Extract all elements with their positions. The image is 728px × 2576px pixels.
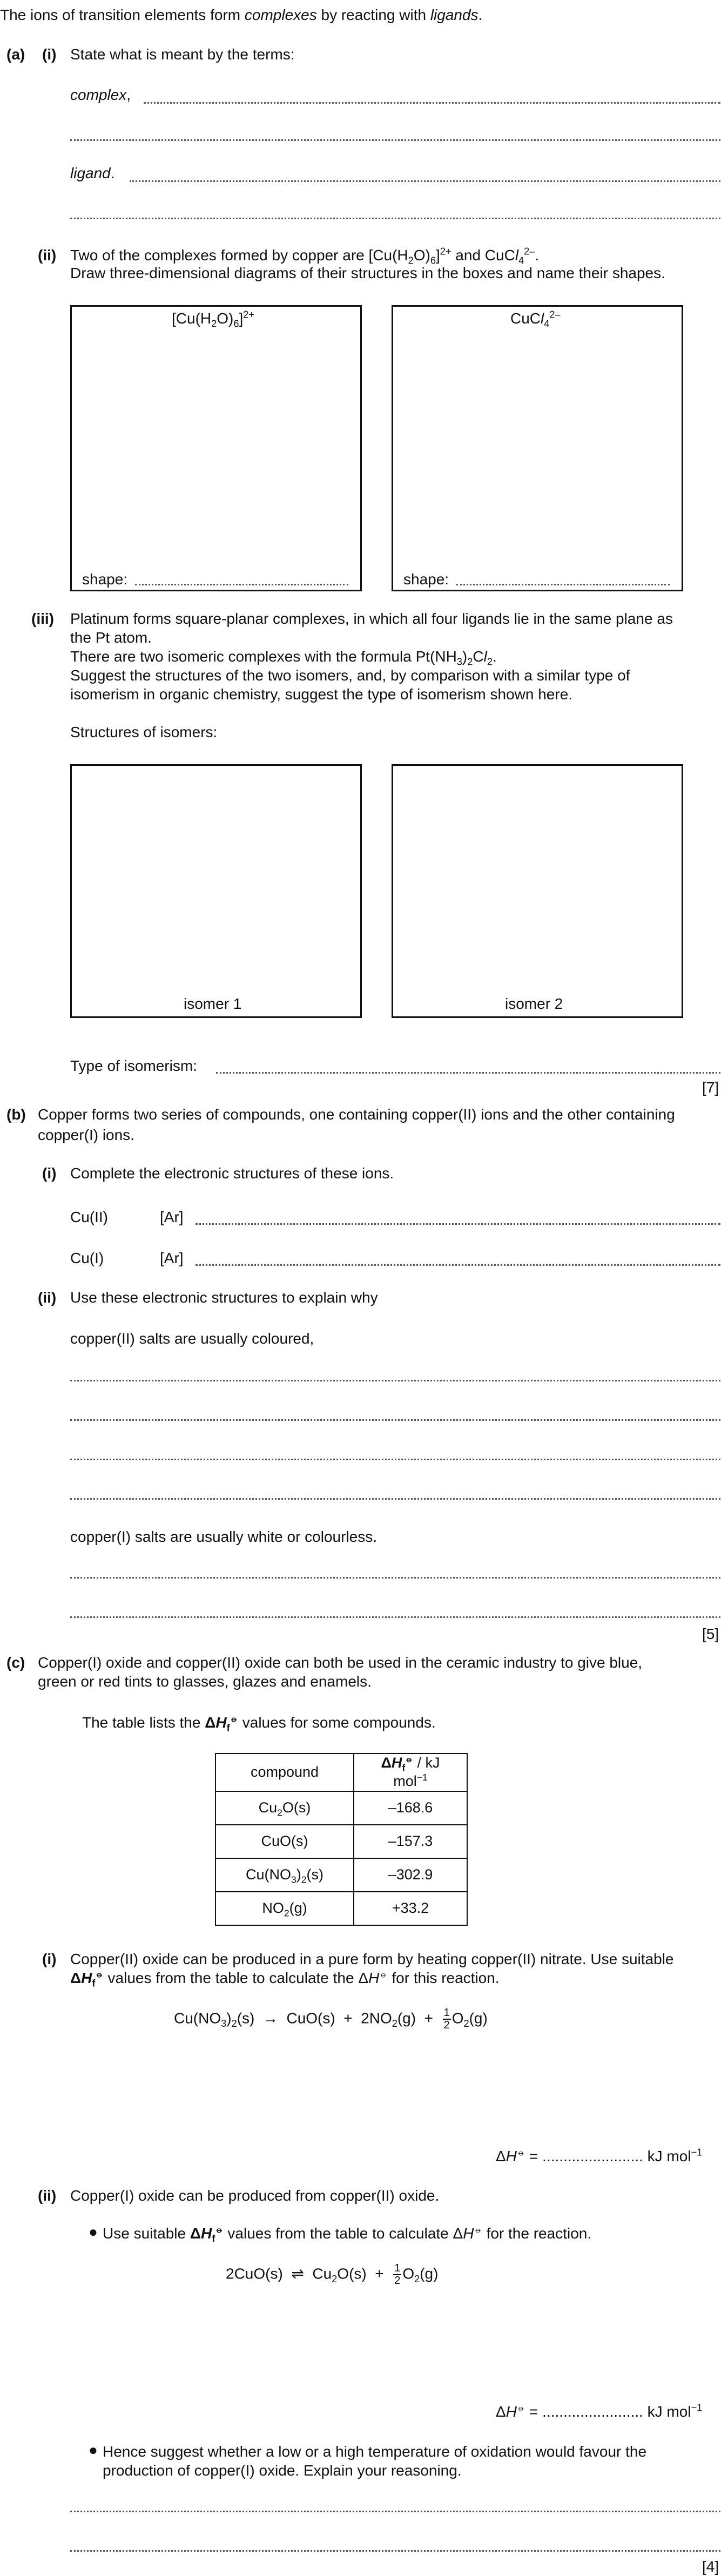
isomer-1-label: isomer 1 xyxy=(184,995,242,1012)
part-c-i-p2: $\Delta H_f^⦵$ values from the table to calculate the ΔH⦵ for this reaction. xyxy=(70,1968,500,1989)
electron-config-line[interactable] xyxy=(196,1264,720,1266)
part-a-ii-label: (ii) xyxy=(38,247,57,264)
part-b-ii-prompt: Use these electronic structures to explain why xyxy=(70,1289,378,1306)
part-b-p1: Copper forms two series of compounds, one containing copper(II) ions and the other containing xyxy=(38,1106,675,1123)
table-cell-compound: $Cu(NO_3)_2(s)$ xyxy=(215,1858,354,1892)
marks-c: [4] xyxy=(702,2558,719,2575)
isomer-2-label: isomer 2 xyxy=(505,995,563,1012)
drawing-box-isomer-2[interactable] xyxy=(392,764,683,1018)
part-c-ii-prompt: Copper(I) oxide can be produced from copper(II) oxide. xyxy=(70,2187,440,2204)
ion-cu-i-core: [Ar] xyxy=(160,1250,184,1266)
part-a-i-label: (i) xyxy=(42,46,57,63)
drawing-box-isomer-1[interactable] xyxy=(70,764,362,1018)
box1-title: $[Cu(H_2O)_6]^{2+}$ xyxy=(172,309,255,329)
equation-nitrate-decomposition: $Cu(NO_3)_2(s) \to CuO(s) + 2NO_2(g)$ + $\frac{1}{2}$ $O_2(g)$ xyxy=(174,2007,488,2031)
part-a-ii-line2: Draw three-dimensional diagrams of their structures in the boxes and name their shapes. xyxy=(70,265,665,281)
answer-line[interactable] xyxy=(70,1577,720,1579)
ion-cu-i-label: Cu(I) xyxy=(70,1250,104,1266)
ion-cu-ii-label: Cu(II) xyxy=(70,1209,108,1225)
bullet-2-line-a: Hence suggest whether a low or a high temperature of oxidation would favour the xyxy=(103,2443,647,2460)
equation-cuo-equilibrium: 2CuO(s) ⇌ $Cu_2O(s)$ + $\frac{1}{2}$ $O_2(g)$ xyxy=(226,2262,439,2287)
table-row xyxy=(215,1791,467,1825)
answer-line[interactable] xyxy=(70,218,720,219)
shape-answer-line[interactable] xyxy=(456,584,670,585)
bullet-1-text: Use suitable $\Delta H_f^⦵$ values from the table to calculate ΔH⦵ for the reaction. xyxy=(103,2224,592,2244)
table-cell-value: –302.9 xyxy=(354,1858,467,1892)
part-b-label: (b) xyxy=(6,1106,26,1123)
shape-answer-line[interactable] xyxy=(135,584,348,585)
box2-title: CuCl$_4^{2-}$ xyxy=(510,309,561,329)
answer-line[interactable] xyxy=(70,139,720,141)
isomerism-answer-line[interactable] xyxy=(216,1072,720,1074)
part-c-p1: Copper(I) oxide and copper(II) oxide can both be used in the ceramic industry to give blue, xyxy=(38,1654,643,1671)
table-cell-compound: $NO_2(g)$ xyxy=(215,1892,354,1925)
intro-post: . xyxy=(478,6,483,23)
part-a-iii-label: (iii) xyxy=(31,610,54,627)
part-a-label: (a) xyxy=(6,46,25,63)
table-row xyxy=(215,1858,467,1892)
term-ligand: ligand. xyxy=(70,165,115,181)
answer-line[interactable] xyxy=(70,1616,720,1618)
box2-shape-label: shape: xyxy=(403,571,449,588)
part-b-ii-label: (ii) xyxy=(38,1289,57,1306)
drawing-box-cucl4[interactable] xyxy=(392,305,683,591)
table-cell-compound: CuO(s) xyxy=(215,1825,354,1858)
answer-line[interactable] xyxy=(70,2511,720,2512)
table-cell-value: –157.3 xyxy=(354,1825,467,1858)
term-ligand-text: ligand xyxy=(70,165,111,181)
answer-line[interactable] xyxy=(70,2550,720,2552)
table-intro: The table lists the $\Delta H_f^⦵$ values for some compounds. xyxy=(82,1713,436,1734)
part-a-iii-p5: isomerism in organic chemistry, suggest the type of isomerism shown here. xyxy=(70,686,573,703)
intro-em-complexes: complexes xyxy=(244,6,317,23)
part-c-i-p1: Copper(II) oxide can be produced in a pure form by heating copper(II) nitrate. Use suitable xyxy=(70,1951,674,1967)
table-header-compound: compound xyxy=(215,1754,354,1791)
part-c-ii-label: (ii) xyxy=(38,2187,57,2204)
term-complex: complex, xyxy=(70,86,131,103)
electron-config-line[interactable] xyxy=(196,1223,720,1225)
intro-mid: by reacting with xyxy=(316,6,430,23)
answer-line[interactable] xyxy=(144,102,720,104)
part-b-p2: copper(I) ions. xyxy=(38,1127,134,1143)
table-cell-compound: $Cu_2O(s)$ xyxy=(215,1791,354,1825)
box1-shape-label: shape: xyxy=(82,571,128,588)
bullet-icon: ● xyxy=(89,2223,98,2240)
term-complex-text: complex xyxy=(70,86,127,103)
question-colourless: copper(I) salts are usually white or colourless. xyxy=(70,1528,378,1545)
answer-dh-ii[interactable]: ΔH⦵ = ........................ kJ mol$^{-1}$ xyxy=(496,2402,703,2420)
bullet-icon: ● xyxy=(89,2442,98,2458)
part-c-i-label: (i) xyxy=(42,1951,57,1967)
answer-line[interactable] xyxy=(70,1419,720,1421)
part-a-iii-p4: Suggest the structures of the two isomers, and, by comparison with a similar type of xyxy=(70,667,630,684)
isomerism-type-label: Type of isomerism: xyxy=(70,1057,197,1074)
part-a-iii-p2: the Pt atom. xyxy=(70,629,152,646)
intro-em-ligands: ligands xyxy=(430,6,478,23)
table-header-row xyxy=(215,1754,467,1791)
part-a-iii-p3: There are two isomeric complexes with the formula $Pt(NH_3)_2Cl_2$. xyxy=(70,648,497,667)
part-a-i-prompt: State what is meant by the terms: xyxy=(70,46,295,63)
table-header-dhf: $\Delta H_f^⦵$ / kJ mol$^{-1}$ xyxy=(354,1754,467,1791)
marks-b: [5] xyxy=(702,1626,719,1642)
part-a-ii-line1: Two of the complexes formed by copper are $[Cu(H_2O)_6]^{2+}$ and CuCl$_4^{2-}$. xyxy=(70,246,540,266)
part-c-label: (c) xyxy=(6,1654,25,1671)
marks-a: [7] xyxy=(702,1079,719,1096)
intro-pre: The ions of transition elements form xyxy=(0,6,245,23)
answer-line[interactable] xyxy=(70,1498,720,1500)
bullet-2-line-b: production of copper(I) oxide. Explain your reasoning. xyxy=(103,2462,462,2479)
table-cell-value: –168.6 xyxy=(354,1791,467,1825)
answer-dh-i[interactable]: ΔH⦵ = ........................ kJ mol$^{-1}$ xyxy=(496,2147,703,2164)
part-c-p2: green or red tints to glasses, glazes and enamels. xyxy=(38,1673,372,1690)
answer-line[interactable] xyxy=(130,180,720,182)
table-cell-value: +33.2 xyxy=(354,1892,467,1925)
intro-text xyxy=(0,5,482,24)
part-b-i-prompt: Complete the electronic structures of these ions. xyxy=(70,1165,394,1182)
part-b-i-label: (i) xyxy=(42,1165,57,1182)
table-row xyxy=(215,1892,467,1925)
part-a-iii-p1: Platinum forms square-planar complexes, in which all four ligands lie in the same plane as xyxy=(70,610,673,627)
answer-line[interactable] xyxy=(70,1380,720,1381)
structures-label: Structures of isomers: xyxy=(70,724,218,740)
enthalpy-table xyxy=(215,1753,468,1926)
drawing-box-cu-h2o6[interactable] xyxy=(70,305,362,591)
table-row xyxy=(215,1825,467,1858)
ion-cu-ii-core: [Ar] xyxy=(160,1209,184,1225)
answer-line[interactable] xyxy=(70,1459,720,1460)
question-coloured: copper(II) salts are usually coloured, xyxy=(70,1330,314,1347)
